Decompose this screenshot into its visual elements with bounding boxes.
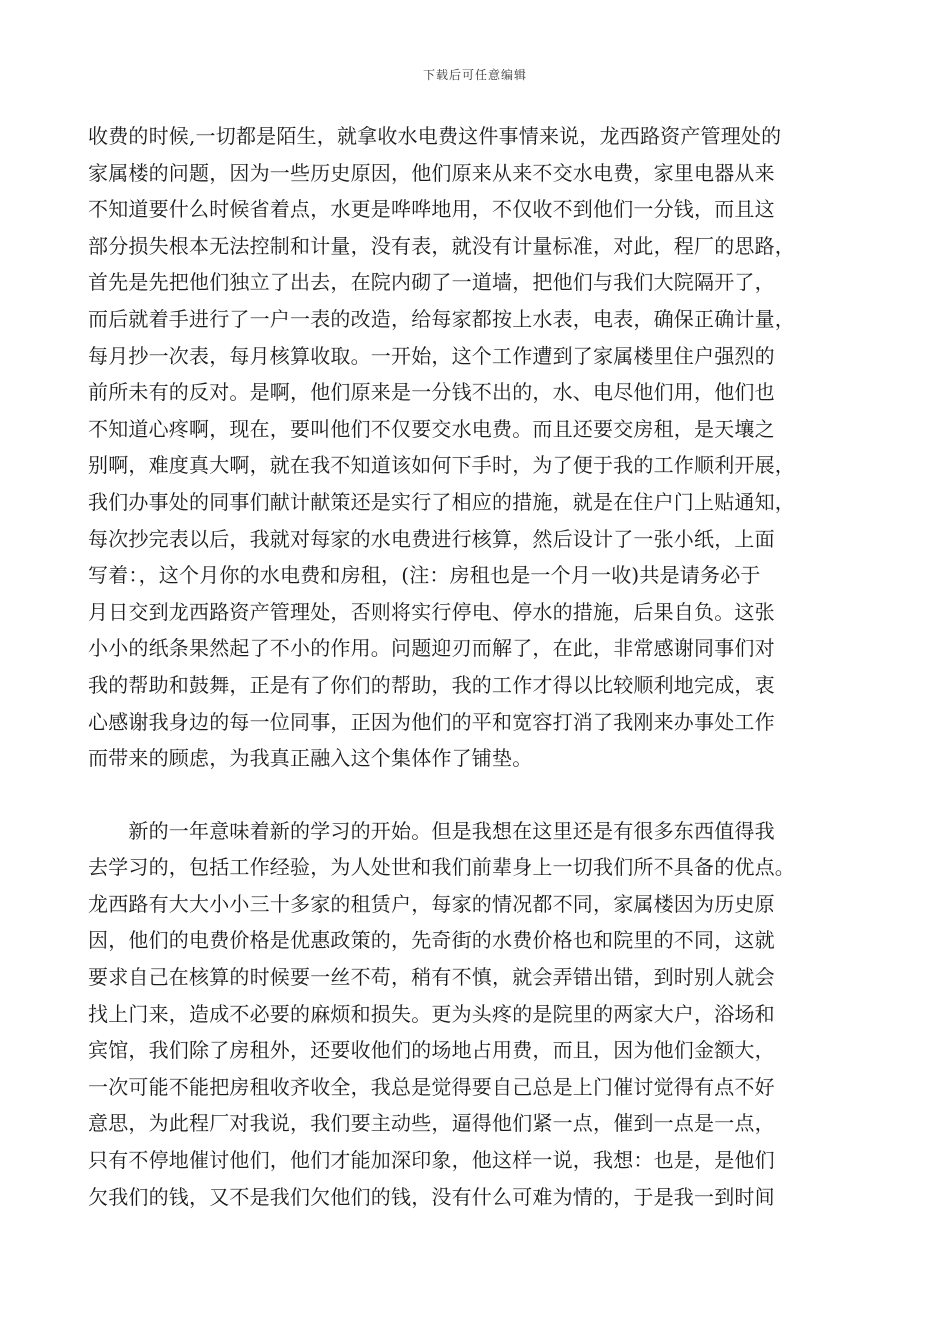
text-line: 心感谢我身边的每一位同事，正因为他们的平和宽容打消了我刚来办事处工作 bbox=[88, 709, 775, 734]
text-line: 不知道要什么时候省着点，水更是哗哗地用，不仅收不到他们一分钱，而且这 bbox=[88, 197, 775, 222]
paragraph-spacer bbox=[88, 777, 863, 813]
text-line: 意思，为此程厂对我说，我们要主动些，逼得他们紧一点，催到一点是一点， bbox=[88, 1111, 775, 1136]
text-line: 龙西路有大大小小三十多家的租赁户，每家的情况都不同，家属楼因为历史原 bbox=[88, 891, 775, 916]
text-line: 新的一年意味着新的学习的开始。但是我想在这里还是有很多东西值得我 bbox=[88, 818, 775, 843]
document-body bbox=[88, 118, 863, 1215]
text-line: 别啊，难度真大啊，就在我不知道该如何下手时，为了便于我的工作顺利开展， bbox=[88, 453, 795, 478]
text-line: 一次可能不能把房租收齐收全，我总是觉得要自己总是上门催讨觉得有点不好 bbox=[88, 1074, 775, 1099]
text-line: 因，他们的电费价格是优惠政策的，先奇街的水费价格也和院里的不同，这就 bbox=[88, 928, 775, 953]
paragraph-1 bbox=[88, 118, 863, 777]
text-line: 家属楼的问题，因为一些历史原因，他们原来从来不交水电费，家里电器从来 bbox=[88, 160, 775, 185]
text-line: 月日交到龙西路资产管理处，否则将实行停电、停水的措施，后果自负。这张 bbox=[88, 599, 775, 624]
text-line: 前所未有的反对。是啊，他们原来是一分钱不出的，水、电尽他们用，他们也 bbox=[88, 380, 775, 405]
text-line: 小小的纸条果然起了不小的作用。问题迎刃而解了，在此，非常感谢同事们对 bbox=[88, 636, 775, 661]
text-line: 不知道心疼啊，现在，要叫他们不仅要交水电费。而且还要交房租，是天壤之 bbox=[88, 416, 775, 441]
text-line: 找上门来，造成不必要的麻烦和损失。更为头疼的是院里的两家大户，浴场和 bbox=[88, 1001, 775, 1026]
paragraph-2 bbox=[88, 813, 863, 1216]
text-line: 我们办事处的同事们献计献策还是实行了相应的措施，就是在住户门上贴通知， bbox=[88, 489, 795, 514]
text-line: 首先是先把他们独立了出去，在院内砌了一道墙，把他们与我们大院隔开了， bbox=[88, 270, 775, 295]
text-line: 去学习的，包括工作经验，为人处世和我们前辈身上一切我们所不具备的优点。 bbox=[88, 855, 795, 880]
text-line: 欠我们的钱，又不是我们欠他们的钱，没有什么可难为情的，于是我一到时间 bbox=[88, 1184, 775, 1209]
text-line: 而后就着手进行了一户一表的改造，给每家都按上水表，电表，确保正确计量， bbox=[88, 306, 795, 331]
text-line: 部分损失根本无法控制和计量，没有表，就没有计量标准，对此，程厂的思路， bbox=[88, 233, 795, 258]
text-line: 宾馆，我们除了房租外，还要收他们的场地占用费，而且，因为他们金额大， bbox=[88, 1038, 775, 1063]
text-line: 收费的时候,一切都是陌生，就拿收水电费这件事情来说，龙西路资产管理处的 bbox=[88, 124, 782, 148]
page-header: 下载后可任意编辑 bbox=[422, 68, 527, 82]
text-line: 每次抄完表以后，我就对每家的水电费进行核算，然后设计了一张小纸，上面 bbox=[88, 526, 775, 551]
text-line: 要求自己在核算的时候要一丝不苟，稍有不慎，就会弄错出错，到时别人就会 bbox=[88, 965, 775, 990]
text-line: 而带来的顾虑，为我真正融入这个集体作了铺垫。 bbox=[88, 746, 533, 771]
text-line: 每月抄一次表，每月核算收取。一开始，这个工作遭到了家属楼里住户强烈的 bbox=[88, 343, 775, 368]
text-line: 只有不停地催讨他们，他们才能加深印象，他这样一说，我想：也是，是他们 bbox=[88, 1148, 775, 1173]
text-line: 我的帮助和鼓舞，正是有了你们的帮助，我的工作才得以比较顺利地完成，衷 bbox=[88, 672, 775, 697]
text-line: 写着：，这个月你的水电费和房租，(注：房租也是一个月一收)共是请务必于 bbox=[88, 563, 761, 588]
